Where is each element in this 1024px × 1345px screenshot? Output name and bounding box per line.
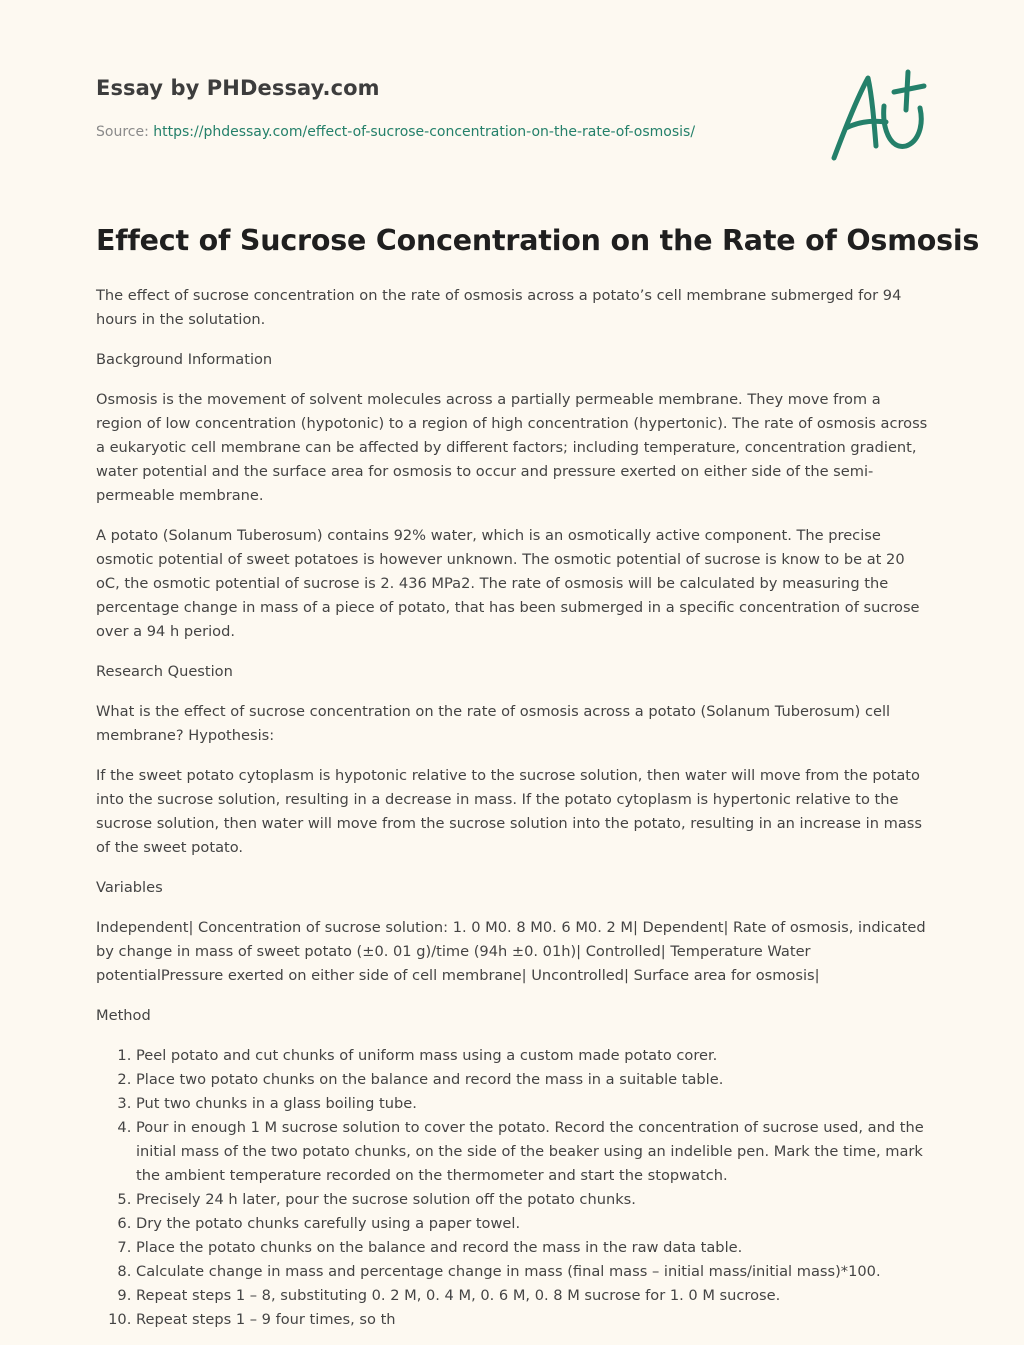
a-plus-logo-icon	[824, 66, 928, 166]
section-heading-research-question: Research Question	[96, 663, 233, 680]
list-item: 10. Repeat steps 1 – 9 four times, so th	[136, 1308, 928, 1332]
method-list	[96, 1044, 928, 1332]
list-item: 1. Peel potato and cut chunks of uniform mass using a custom made potato corer.	[136, 1044, 928, 1068]
list-item: 3. Put two chunks in a glass boiling tube.	[136, 1092, 928, 1116]
source-link[interactable]: https://phdessay.com/effect-of-sucrose-concentration-on-the-rate-of-osmosis/	[153, 124, 696, 140]
hypothesis-paragraph: If the sweet potato cytoplasm is hypotonic relative to the sucrose solution, then water will move from the potato into the sucrose solution, resulting in a decrease in mass. If the potato cytoplasm is hypertonic relative to the sucrose solution, then water will move from the sucrose solution into the potato, resulting in an increase in mass of the sweet potato.	[96, 767, 922, 856]
list-item: 2. Place two potato chunks on the balance and record the mass in a suitable table.	[136, 1068, 928, 1092]
list-item: 5. Precisely 24 h later, pour the sucrose solution off the potato chunks.	[136, 1188, 928, 1212]
list-item: 4. Pour in enough 1 M sucrose solution to cover the potato. Record the concentration of sucrose used, and the initial mass of the two potato chunks, on the side of the beaker using an indelible pen. Mark the time, mark the ambient temperature recorded on the thermometer and start the stopwatch.	[136, 1116, 928, 1188]
section-heading-variables: Variables	[96, 879, 163, 896]
background-paragraph: Osmosis is the movement of solvent molecules across a partially permeable membrane. They move from a region of low concentration (hypotonic) to a region of high concentration (hypertonic). The rate of osmosis across a eukaryotic cell membrane can be affected by different factors; including temperature, concentration gradient, water potential and the surface area for osmosis to occur and pressure exerted on either side of the semi-permeable membrane.	[96, 391, 928, 504]
site-brand: Essay by PHDessay.com	[96, 76, 380, 100]
research-question-paragraph: What is the effect of sucrose concentration on the rate of osmosis across a potato (Solanum Tuberosum) cell membrane? Hypothesis:	[96, 703, 891, 744]
section-heading-background: Background Information	[96, 351, 273, 368]
intro-paragraph: The effect of sucrose concentration on the rate of osmosis across a potato’s cell membrane submerged for 94 hours in the solutation.	[96, 287, 902, 328]
list-item: 7. Place the potato chunks on the balance and record the mass in the raw data table.	[136, 1236, 928, 1260]
section-heading-method: Method	[96, 1007, 151, 1024]
article-title: Effect of Sucrose Concentration on the Rate of Osmosis	[96, 224, 980, 257]
article-body	[96, 284, 928, 1332]
list-item: 9. Repeat steps 1 – 8, substituting 0. 2 M, 0. 4 M, 0. 6 M, 0. 8 M sucrose for 1. 0 M sucrose.	[136, 1284, 928, 1308]
list-item: 6. Dry the potato chunks carefully using a paper towel.	[136, 1212, 928, 1236]
potato-paragraph: A potato (Solanum Tuberosum) contains 92% water, which is an osmotically active component. The precise osmotic potential of sweet potatoes is however unknown. The osmotic potential of sucrose is know to be at 20 oC, the osmotic potential of sucrose is 2. 436 MPa2. The rate of osmosis will be calculated by measuring the percentage change in mass of a piece of potato, that has been submerged in a specific concentration of sucrose over a 94 h period.	[96, 527, 920, 640]
source-label: Source:	[96, 124, 149, 140]
list-item: 8. Calculate change in mass and percentage change in mass (final mass – initial mass/initial mass)*100.	[136, 1260, 928, 1284]
source-line	[96, 124, 695, 140]
variables-paragraph: Independent| Concentration of sucrose solution: 1. 0 M0. 8 M0. 6 M0. 2 M| Dependent| Rate of osmosis, indicated by change in mass of sweet potato (±0. 01 g)/time (94h ±0. 01h)| Controlled| Temperature Water potentialPressure exerted on either side of cell membrane| Uncontrolled| Surface area for osmosis|	[96, 919, 926, 984]
